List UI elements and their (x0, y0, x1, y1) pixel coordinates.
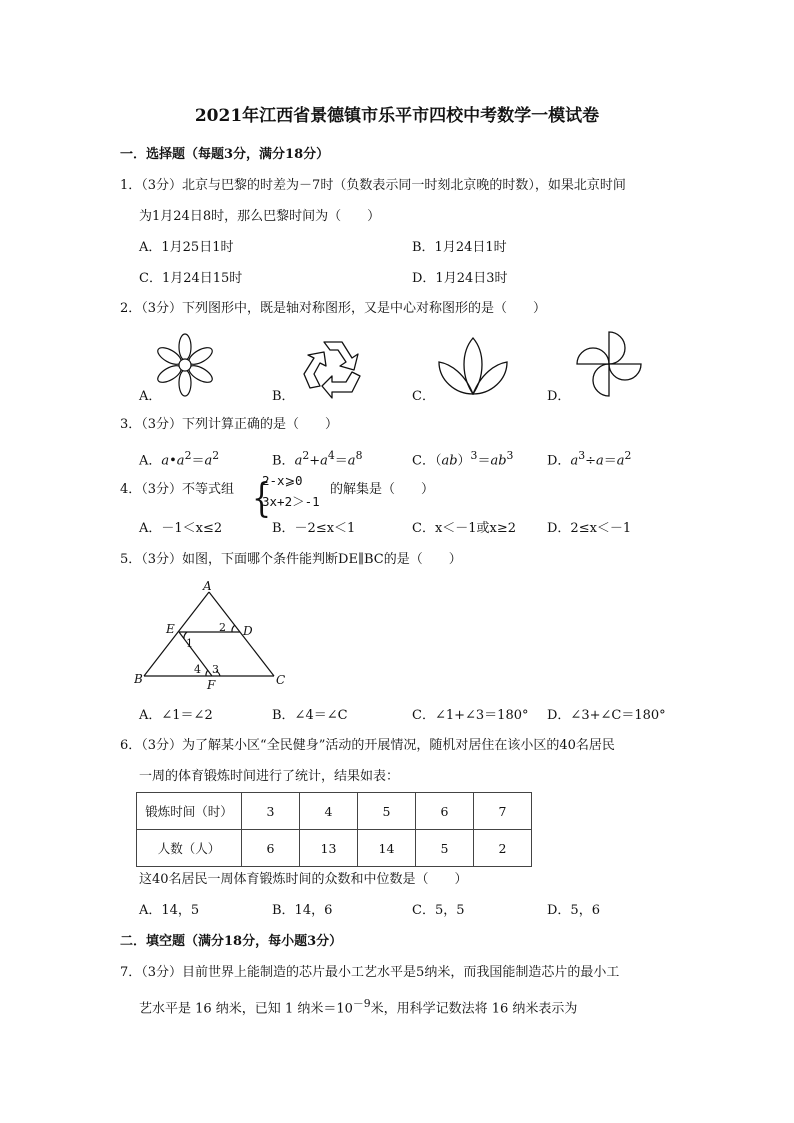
label-e: E (166, 622, 175, 636)
table-cell: 7 (474, 793, 532, 830)
q6-option-d[interactable]: D．5，6 (547, 903, 600, 918)
q3-option-b[interactable] (272, 447, 362, 470)
q3-b-eq: ＝ (334, 453, 348, 469)
q4-option-a[interactable]: A．－1＜x≤2 (139, 521, 223, 536)
q3-d-exp: 3 (578, 449, 586, 462)
label-angle-2: 2 (219, 621, 226, 634)
q3-option-d[interactable] (547, 447, 631, 470)
section-heading-fill: 二．填空题（满分18分，每小题3分） (120, 934, 343, 949)
label-f: F (207, 678, 216, 690)
q1-stem-line2: 为1月24日8时，那么巴黎时间为（ ） (139, 209, 381, 224)
q6-option-b[interactable]: B．14，6 (272, 903, 333, 918)
table-header-cell: 人数（人） (137, 830, 242, 867)
label-d: D (243, 624, 253, 638)
q3-c-rhs: ab (490, 453, 507, 469)
q3-stem: 3．（3分）下列计算正确的是（ ） (120, 417, 339, 432)
q3-option-c[interactable] (412, 447, 513, 470)
q3-b-plus: + (309, 453, 321, 469)
table-cell: 3 (242, 793, 300, 830)
table-cell: 2 (474, 830, 532, 867)
q7-line2-prefix: 艺水平是 16 纳米，已知 1 纳米＝10 (139, 1001, 353, 1017)
q4-option-b[interactable]: B．－2≤x＜1 (272, 521, 356, 536)
q5-option-d[interactable]: D．∠3+∠C＝180° (547, 708, 666, 723)
q4-stem-prefix: 4．（3分）不等式组 (120, 482, 235, 497)
q6-stem-line2: 一周的体育锻炼时间进行了统计，结果如表： (139, 769, 400, 784)
q3-c-close: ） (457, 453, 471, 469)
label-a: A (203, 580, 212, 593)
table-row (137, 793, 532, 830)
table-cell: 5 (416, 830, 474, 867)
q3-option-a[interactable] (139, 447, 219, 470)
q3-b-e1: 2 (302, 449, 310, 462)
q7-line2-suffix: 米，用科学记数法将 16 纳米表示为 (370, 1001, 578, 1017)
table-row (137, 830, 532, 867)
table-cell: 6 (416, 793, 474, 830)
q3-d-a: a (570, 453, 579, 469)
q3-b-rhs: a (347, 453, 356, 469)
q3-a-lhs: a•a (161, 453, 185, 469)
q3-b-rhs-exp: 8 (355, 449, 363, 462)
q1-option-b[interactable]: B．1月24日1时 (412, 240, 507, 255)
q3-d-rhs: a (616, 453, 625, 469)
q7-stem-line1: 7．（3分）目前世界上能制造的芯片最小工艺水平是5纳米，而我国能制造芯片的最小工 (120, 965, 620, 980)
label-angle-4: 4 (194, 663, 201, 676)
label-c: C (276, 673, 286, 687)
q3-a-rhs-exp: 2 (212, 449, 220, 462)
q3-a-exp: 2 (184, 449, 192, 462)
q1-option-c[interactable]: C．1月24日15时 (139, 271, 243, 286)
q5-option-a[interactable]: A．∠1＝∠2 (139, 708, 213, 723)
q3-a-rhs: a (204, 453, 213, 469)
lotus-icon (435, 334, 511, 400)
q6-stem-line1: 6．（3分）为了解某小区“全民健身”活动的开展情况，随机对居住在该小区的40名居民 (120, 738, 615, 753)
q7-stem-line2 (139, 995, 577, 1018)
q2-stem: 2．（3分）下列图形中，既是轴对称图形，又是中心对称图形的是（ ） (120, 301, 547, 316)
q3-d-prefix: D． (547, 453, 571, 469)
label-angle-1: 1 (186, 637, 193, 650)
recycle-arrows-icon (302, 338, 368, 400)
label-angle-3: 3 (212, 663, 219, 676)
page-title: 2021年江西省景德镇市乐平市四校中考数学一模试卷 (194, 106, 600, 126)
left-brace-icon: { (252, 474, 272, 523)
q3-b-prefix: B． (272, 453, 295, 469)
table-header-cell: 锻炼时间（时） (137, 793, 242, 830)
table-cell: 6 (242, 830, 300, 867)
q6-option-a[interactable]: A．14，5 (139, 903, 200, 918)
q2-option-a[interactable]: A． (139, 389, 162, 404)
q2-option-c[interactable]: C． (412, 389, 435, 404)
table-cell: 5 (358, 793, 416, 830)
table-cell: 14 (358, 830, 416, 867)
q3-c-ab: ab (441, 453, 458, 469)
triangle-figure (134, 580, 294, 690)
table-cell: 13 (300, 830, 358, 867)
q6-option-c[interactable]: C．5，5 (412, 903, 465, 918)
q2-option-d[interactable]: D． (547, 389, 571, 404)
q5-option-c[interactable]: C．∠1+∠3＝180° (412, 708, 529, 723)
q1-option-a[interactable]: A．1月25日1时 (139, 240, 234, 255)
q1-stem-line1: 1．（3分）北京与巴黎的时差为－7时（负数表示同一时刻北京晚的时数），如果北京时间 (120, 178, 626, 193)
q5-stem: 5．（3分）如图，下面哪个条件能判断DE∥BC的是（ ） (120, 552, 462, 567)
label-b: B (134, 672, 143, 686)
q3-a-eq: ＝ (191, 453, 205, 469)
q1-option-d[interactable]: D．1月24日3时 (412, 271, 508, 286)
q3-b-a1: a (294, 453, 303, 469)
q5-option-b[interactable]: B．∠4＝∠C (272, 708, 348, 723)
q3-b-a2: a (320, 453, 328, 469)
q3-c-prefix: C．（ (412, 453, 442, 469)
q3-c-rhs-exp: 3 (506, 449, 514, 462)
frequency-table (136, 792, 532, 867)
q3-c-exp: 3 (470, 449, 478, 462)
q3-d-b: a (596, 453, 604, 469)
table-cell: 4 (300, 793, 358, 830)
angle-2-arc (232, 625, 235, 632)
q3-d-div: ÷ (585, 453, 596, 469)
q7-exponent: －9 (352, 997, 371, 1010)
q3-d-rhs-exp: 2 (624, 449, 632, 462)
q3-d-eq: ＝ (603, 453, 617, 469)
pinwheel-icon (573, 328, 645, 400)
q3-a-prefix: A． (139, 453, 162, 469)
angle-4-arc (206, 670, 208, 676)
q4-stem-suffix: 的解集是（ ） (330, 482, 435, 497)
q6-stem-line3: 这40名居民一周体育锻炼时间的众数和中位数是（ ） (139, 872, 468, 887)
section-heading-choice: 一．选择题（每题3分，满分18分） (120, 147, 330, 162)
q4-inequality-1: 2-x⩾0 (262, 473, 303, 488)
q3-b-e2: 4 (327, 449, 335, 462)
q4-option-d[interactable]: D．2≤x＜－1 (547, 521, 632, 536)
q2-option-b[interactable]: B． (272, 389, 295, 404)
q4-inequality-2: 3x+2＞-1 (262, 494, 320, 509)
q3-c-eq: ＝ (477, 453, 491, 469)
q4-option-c[interactable]: C．x＜－1或x≥2 (412, 521, 517, 536)
